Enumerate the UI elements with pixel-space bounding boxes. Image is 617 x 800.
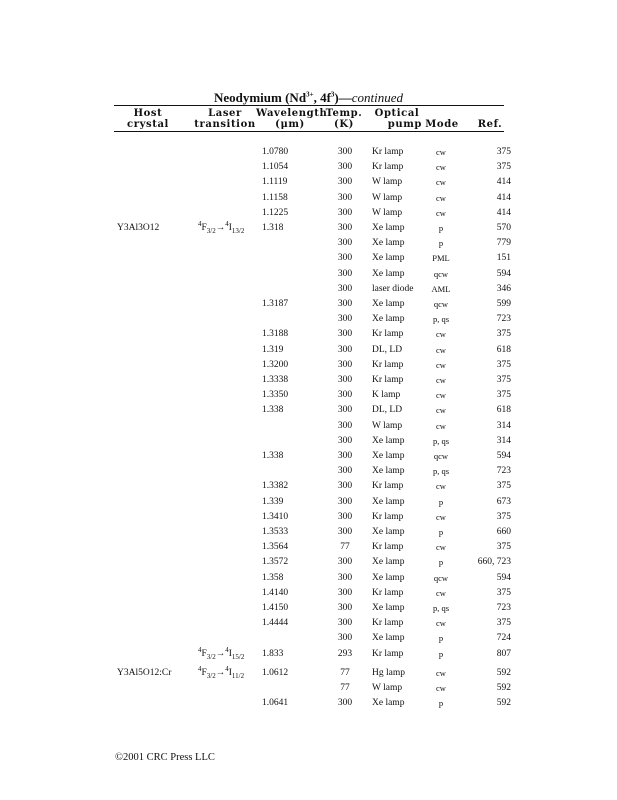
reference-cell: 375: [496, 147, 511, 157]
mode-cell: cw: [436, 667, 446, 678]
wavelength-cell: 1.3382: [262, 481, 289, 492]
mode-cell: cw: [436, 481, 446, 492]
table-row: [0, 177, 617, 192]
mode-cell: p, qs: [432, 314, 450, 325]
wavelength-cell: 1.1158: [262, 192, 288, 203]
mode-cell: cw: [436, 405, 446, 416]
reference-cell: 618: [496, 405, 511, 416]
header-text: Temp.: [325, 108, 363, 119]
temperature-cell: 300: [337, 223, 353, 233]
table-row: [0, 698, 617, 713]
mode-cell: qcw: [433, 299, 449, 309]
reference-cell: 599: [496, 299, 511, 309]
table-row: [0, 284, 617, 299]
table-row: [0, 633, 617, 648]
header-text: (μm): [275, 119, 305, 130]
header-text: Host: [133, 108, 163, 119]
optical-pump-cell: Xe lamp: [372, 268, 405, 279]
host-crystal-cell: Y3Al5O12:Cr: [117, 667, 172, 678]
mode-cell: p: [438, 527, 444, 537]
table-row: [0, 299, 617, 314]
temperature-cell: 300: [337, 511, 353, 522]
optical-pump-cell: Xe lamp: [372, 633, 405, 644]
temperature-cell: 300: [337, 405, 353, 416]
header-rule: [114, 131, 504, 132]
wavelength-cell: 1.338: [262, 405, 284, 416]
temperature-cell: 300: [337, 162, 353, 173]
laser-transition-cell: $^4F_{3/2}\to^4I_{13/2}$: [198, 219, 245, 235]
temperature-cell: 300: [337, 283, 353, 294]
optical-pump-cell: laser diode: [372, 283, 414, 294]
optical-pump-cell: Kr lamp: [372, 511, 404, 522]
temperature-cell: 300: [337, 344, 353, 355]
table-row: [0, 253, 617, 268]
wavelength-cell: 1.3572: [262, 557, 289, 568]
temperature-cell: 300: [337, 299, 353, 309]
table-row: [0, 645, 617, 664]
temperature-cell: 300: [337, 390, 353, 401]
optical-pump-cell: Kr lamp: [372, 587, 404, 598]
optical-pump-cell: DL, LD: [372, 344, 403, 355]
mode-cell: p: [438, 223, 444, 233]
header-text: Laser: [208, 108, 242, 119]
title-continued: continued: [351, 90, 404, 105]
table-row: [0, 147, 617, 162]
header-pump: [372, 108, 422, 130]
table-row: [0, 329, 617, 344]
temperature-cell: 300: [337, 375, 353, 385]
optical-pump-cell: Xe lamp: [372, 253, 405, 264]
temperature-cell: 300: [337, 496, 353, 507]
table-row: [0, 481, 617, 496]
wavelength-cell: 1.833: [262, 648, 284, 659]
table-row: [0, 375, 617, 390]
mode-cell: p, qs: [432, 435, 450, 446]
wavelength-cell: 1.3200: [262, 359, 289, 370]
table-row: [0, 573, 617, 588]
wavelength-cell: 1.0612: [262, 667, 289, 678]
wavelength-cell: 1.338: [262, 451, 284, 461]
temperature-cell: 300: [337, 603, 353, 613]
temperature-cell: 300: [337, 207, 353, 218]
mode-cell: p: [438, 698, 444, 709]
optical-pump-cell: Xe lamp: [372, 314, 405, 325]
wavelength-cell: 1.3564: [262, 542, 289, 553]
table-row: [0, 314, 617, 329]
table-row: [0, 542, 617, 557]
optical-pump-cell: Xe lamp: [372, 603, 405, 613]
reference-cell: 807: [496, 648, 511, 659]
header-text: transition: [194, 119, 256, 130]
wavelength-cell: 1.3188: [262, 329, 289, 340]
reference-cell: 779: [496, 238, 511, 249]
table-row: [0, 219, 617, 238]
temperature-cell: 300: [337, 466, 353, 477]
optical-pump-cell: Kr lamp: [372, 162, 404, 173]
mode-cell: p, qs: [432, 603, 450, 613]
host-crystal-cell: Y3Al3O12: [117, 223, 160, 233]
reference-cell: 660: [496, 527, 511, 537]
table-row: [0, 390, 617, 405]
mode-cell: cw: [436, 618, 446, 629]
reference-cell: 375: [496, 359, 511, 370]
mode-cell: p: [438, 557, 444, 568]
table-row: [0, 618, 617, 633]
table-row: [0, 664, 617, 683]
table-row: [0, 238, 617, 253]
reference-cell: 375: [496, 542, 511, 553]
reference-cell: 618: [496, 344, 511, 355]
optical-pump-cell: Xe lamp: [372, 435, 405, 446]
optical-pump-cell: Xe lamp: [372, 466, 405, 477]
reference-cell: 314: [496, 435, 511, 446]
table-row: [0, 512, 617, 527]
temperature-cell: 300: [337, 557, 353, 568]
reference-cell: 592: [496, 667, 511, 678]
temperature-cell: 300: [337, 572, 353, 583]
reference-cell: 414: [496, 192, 511, 203]
mode-cell: p: [438, 496, 444, 507]
wavelength-cell: 1.3338: [262, 375, 289, 385]
header-ref: Ref.: [477, 119, 503, 130]
reference-cell: 660, 723: [477, 557, 511, 568]
table-row: [0, 497, 617, 512]
reference-cell: 346: [496, 283, 511, 294]
wavelength-cell: 1.319: [262, 344, 284, 355]
optical-pump-cell: Kr lamp: [372, 375, 404, 385]
header-text: pump: [387, 119, 422, 130]
temperature-cell: 77: [340, 542, 350, 553]
optical-pump-cell: Xe lamp: [372, 496, 405, 507]
reference-cell: 673: [496, 496, 511, 507]
header-text: (K): [334, 119, 354, 130]
temperature-cell: 300: [337, 527, 353, 537]
temperature-cell: 300: [337, 359, 353, 370]
table-row: [0, 193, 617, 208]
reference-cell: 375: [496, 162, 511, 173]
title-text: , 4f: [313, 90, 331, 105]
optical-pump-cell: Xe lamp: [372, 451, 405, 461]
header-text: Optical: [374, 108, 420, 119]
optical-pump-cell: Xe lamp: [372, 698, 405, 709]
temperature-cell: 300: [337, 253, 353, 264]
mode-cell: qcw: [433, 572, 449, 583]
table-row: [0, 436, 617, 451]
table-row: [0, 269, 617, 284]
wavelength-cell: 1.3350: [262, 390, 289, 401]
reference-cell: 570: [496, 223, 511, 233]
wavelength-cell: 1.358: [262, 572, 284, 583]
table-row: [0, 557, 617, 572]
mode-cell: cw: [436, 375, 446, 385]
table-row: [0, 588, 617, 603]
reference-cell: 594: [496, 451, 511, 461]
reference-cell: 594: [496, 268, 511, 279]
optical-pump-cell: Xe lamp: [372, 527, 405, 537]
optical-pump-cell: Xe lamp: [372, 223, 405, 233]
title-sup: 3: [330, 90, 335, 99]
reference-cell: 723: [496, 314, 511, 325]
wavelength-cell: 1.339: [262, 496, 284, 507]
mode-cell: cw: [436, 207, 446, 218]
header-transition: [190, 108, 260, 130]
mode-cell: cw: [436, 359, 446, 370]
mode-cell: p: [438, 633, 444, 644]
header-wavelength: [256, 108, 328, 130]
wavelength-cell: 1.0641: [262, 698, 289, 709]
reference-cell: 151: [496, 253, 511, 264]
wavelength-cell: 1.4140: [262, 587, 289, 598]
header-text: crystal: [127, 119, 169, 130]
table-row: [0, 451, 617, 466]
temperature-cell: 300: [337, 481, 353, 492]
mode-cell: cw: [436, 329, 446, 340]
wavelength-cell: 1.3187: [262, 299, 289, 309]
optical-pump-cell: Kr lamp: [372, 147, 404, 157]
temperature-cell: 300: [337, 435, 353, 446]
table-row: [0, 527, 617, 542]
mode-cell: cw: [436, 511, 446, 522]
optical-pump-cell: Kr lamp: [372, 618, 404, 629]
mode-cell: p: [438, 238, 444, 249]
table-row: [0, 208, 617, 223]
temperature-cell: 300: [337, 268, 353, 279]
temperature-cell: 300: [337, 177, 353, 188]
table-row: [0, 603, 617, 618]
mode-cell: cw: [436, 542, 446, 553]
mode-cell: p, qs: [432, 466, 450, 477]
temperature-cell: 300: [337, 698, 353, 709]
wavelength-cell: 1.4444: [262, 618, 289, 629]
reference-cell: 414: [496, 207, 511, 218]
wavelength-cell: 1.1054: [262, 162, 289, 173]
title-text: )—: [334, 90, 352, 105]
table-row: [0, 421, 617, 436]
mode-cell: PML: [432, 253, 450, 264]
optical-pump-cell: DL, LD: [372, 405, 403, 416]
mode-cell: cw: [436, 587, 446, 598]
reference-cell: 375: [496, 511, 511, 522]
table-title: [0, 90, 617, 106]
optical-pump-cell: Kr lamp: [372, 481, 404, 492]
wavelength-cell: 1.4150: [262, 603, 289, 613]
temperature-cell: 300: [337, 314, 353, 325]
optical-pump-cell: W lamp: [372, 177, 403, 188]
wavelength-cell: 1.3410: [262, 511, 289, 522]
optical-pump-cell: Hg lamp: [372, 667, 405, 678]
mode-cell: cw: [436, 683, 446, 693]
mode-cell: cw: [436, 344, 446, 355]
header-host: [118, 108, 178, 130]
optical-pump-cell: Kr lamp: [372, 329, 404, 340]
mode-cell: cw: [436, 390, 446, 401]
mode-cell: p: [438, 648, 444, 659]
reference-cell: 375: [496, 375, 511, 385]
header-temp: [322, 108, 366, 130]
table-row: [0, 405, 617, 420]
mode-cell: qcw: [433, 451, 449, 461]
table-row: [0, 360, 617, 375]
reference-cell: 594: [496, 572, 511, 583]
mode-cell: qcw: [433, 268, 449, 279]
reference-cell: 592: [496, 698, 511, 709]
optical-pump-cell: Kr lamp: [372, 648, 404, 659]
reference-cell: 592: [496, 683, 511, 693]
reference-cell: 724: [496, 633, 511, 644]
wavelength-cell: 1.3533: [262, 527, 289, 537]
temperature-cell: 300: [337, 147, 353, 157]
temperature-cell: 293: [337, 648, 353, 659]
table-row: [0, 345, 617, 360]
header-text: Wavelength: [256, 108, 328, 119]
title-text: Neodymium (Nd: [213, 90, 307, 105]
reference-cell: 314: [496, 420, 511, 431]
temperature-cell: 300: [337, 192, 353, 203]
wavelength-cell: 1.1119: [262, 177, 288, 188]
temperature-cell: 300: [337, 329, 353, 340]
copyright-footer: ©2001 CRC Press LLC: [115, 752, 215, 763]
temperature-cell: 300: [337, 238, 353, 249]
reference-cell: 723: [496, 603, 511, 613]
table-row: [0, 683, 617, 698]
reference-cell: 375: [496, 481, 511, 492]
mode-cell: cw: [436, 147, 446, 157]
reference-cell: 375: [496, 329, 511, 340]
optical-pump-cell: Xe lamp: [372, 299, 405, 309]
reference-cell: 414: [496, 177, 511, 188]
temperature-cell: 300: [337, 451, 353, 461]
reference-cell: 375: [496, 587, 511, 598]
optical-pump-cell: Xe lamp: [372, 557, 405, 568]
optical-pump-cell: W lamp: [372, 207, 403, 218]
header-mode: Mode: [425, 119, 459, 130]
laser-transition-cell: $^4F_{3/2}\to^4I_{11/2}$: [198, 664, 245, 680]
mode-cell: AML: [431, 283, 451, 294]
optical-pump-cell: Xe lamp: [372, 238, 405, 249]
temperature-cell: 300: [337, 587, 353, 598]
wavelength-cell: 1.0780: [262, 147, 289, 157]
mode-cell: cw: [436, 192, 446, 203]
reference-cell: 375: [496, 390, 511, 401]
optical-pump-cell: Kr lamp: [372, 359, 404, 370]
mode-cell: cw: [436, 162, 446, 173]
optical-pump-cell: K lamp: [372, 390, 401, 401]
optical-pump-cell: Kr lamp: [372, 542, 404, 553]
title-sup: 3+: [306, 90, 314, 99]
reference-cell: 723: [496, 466, 511, 477]
temperature-cell: 77: [340, 667, 350, 678]
optical-pump-cell: W lamp: [372, 420, 403, 431]
temperature-cell: 300: [337, 618, 353, 629]
optical-pump-cell: W lamp: [372, 683, 403, 693]
temperature-cell: 300: [337, 420, 353, 431]
top-rule: [114, 105, 504, 106]
temperature-cell: 300: [337, 633, 353, 644]
temperature-cell: 77: [340, 683, 350, 693]
mode-cell: cw: [436, 420, 446, 431]
optical-pump-cell: Xe lamp: [372, 572, 405, 583]
table-row: [0, 466, 617, 481]
laser-transition-cell: $^4F_{3/2}\to^4I_{15/2}$: [198, 645, 245, 661]
optical-pump-cell: W lamp: [372, 192, 403, 203]
reference-cell: 375: [496, 618, 511, 629]
wavelength-cell: 1.1225: [262, 207, 289, 218]
wavelength-cell: 1.318: [262, 223, 284, 233]
mode-cell: cw: [436, 177, 446, 188]
table-row: [0, 162, 617, 177]
